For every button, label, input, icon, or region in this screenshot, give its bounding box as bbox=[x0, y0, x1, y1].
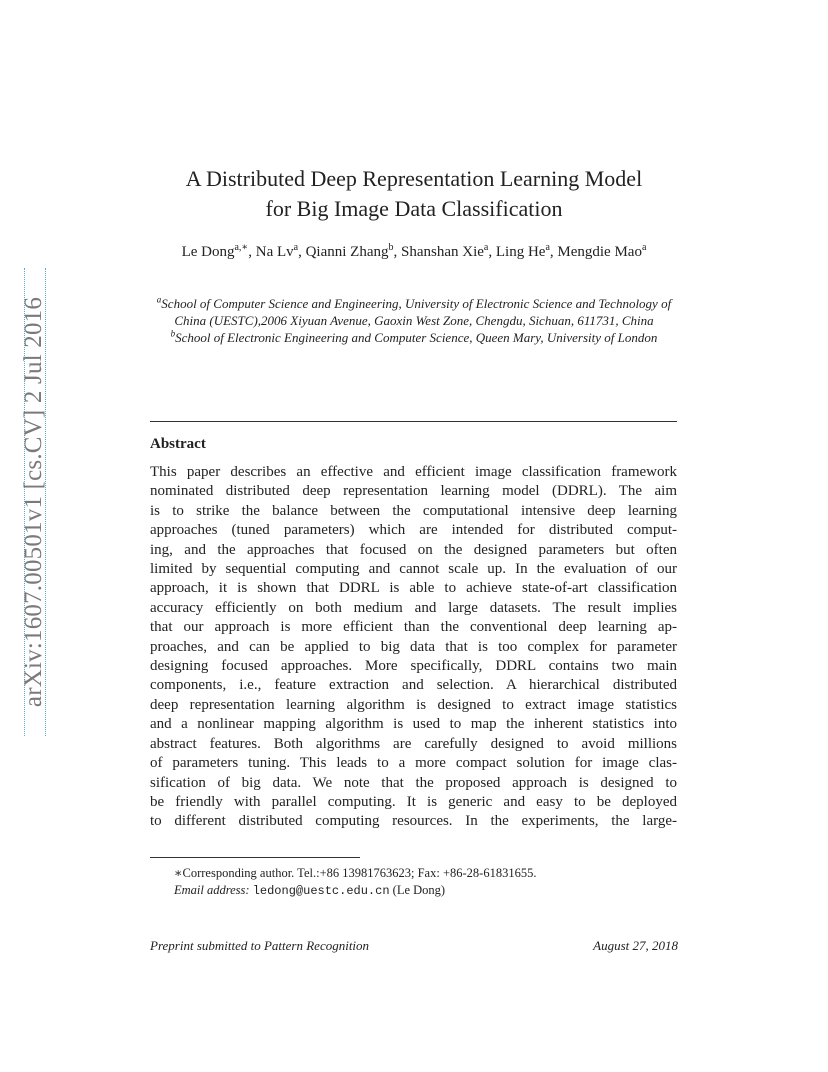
abstract-line: proaches, and can be applied to big data that is too complex for parameter bbox=[150, 638, 677, 655]
author-name: Na Lv bbox=[255, 244, 294, 260]
title-line-2: for Big Image Data Classification bbox=[265, 196, 563, 221]
abstract-line: designing focused approaches. More specifically, DDRL contains two main bbox=[150, 658, 677, 675]
abstract-line: of parameters tuning. This leads to a more compact solution for image clas- bbox=[150, 755, 677, 772]
author-name: Mengdie Mao bbox=[557, 244, 642, 260]
document-date: August 27, 2018 bbox=[593, 938, 678, 953]
abstract-line: be friendly with parallel computing. It is generic and easy to be deployed bbox=[150, 793, 677, 810]
author-name: Shanshan Xie bbox=[401, 244, 484, 260]
author-sup: a bbox=[293, 242, 299, 253]
email-owner: (Le Dong) bbox=[392, 883, 446, 897]
abstract-line: that our approach is more efficient than the conventional deep learning ap- bbox=[150, 619, 677, 636]
affiliation-text: School of Computer Science and Engineering, University of Electronic Science and Technology of China (UESTC),2006 Xiyuan Avenue, Gaoxin West Zone, Chengdu, Sichuan, 611731, China bbox=[161, 296, 672, 328]
author-name: Le Dong bbox=[181, 244, 235, 260]
abstract-line: This paper describes an effective and efficient image classification framework bbox=[150, 464, 677, 480]
affiliation-b bbox=[150, 329, 678, 346]
abstract-line: approach, it is shown that DDRL is able to achieve state-of-art classification bbox=[150, 580, 677, 597]
footnote-divider bbox=[150, 857, 360, 858]
email-line bbox=[150, 882, 677, 900]
author-sup: a,∗ bbox=[234, 242, 249, 253]
abstract-line: approaches (tuned parameters) which are intended for distributed comput- bbox=[150, 522, 677, 539]
abstract-heading: Abstract bbox=[150, 436, 206, 452]
affiliation-sup: b bbox=[170, 328, 176, 339]
abstract-line: nominated distributed deep representation learning model (DDRL). The aim bbox=[150, 483, 677, 500]
abstract-line: limited by sequential computing and cannot scale up. In the evaluation of our bbox=[150, 561, 677, 578]
author-sup: a bbox=[483, 242, 489, 253]
abstract-line: components, i.e., feature extraction and selection. A hierarchical distributed bbox=[150, 677, 677, 694]
email-label: Email address: bbox=[174, 883, 250, 897]
arxiv-stamp bbox=[16, 268, 52, 736]
author-sup: a bbox=[641, 242, 647, 253]
abstract-line: is to strike the balance between the computational intensive deep learning bbox=[150, 502, 677, 519]
author-list: Le Dong$^{a,∗}$, Na Lv$^a$, Qianni Zhang$^b$, Shanshan Xie$^a$, Ling He$^a$, Mengdie Mao$^a$ bbox=[181, 242, 647, 260]
abstract-line: ing, and the approaches that focused on the designed parameters but often bbox=[150, 541, 677, 558]
author-sup: b bbox=[388, 242, 394, 253]
abstract-line: deep representation learning algorithm is designed to extract image statistics bbox=[150, 696, 677, 713]
affiliation-a bbox=[150, 295, 678, 329]
arxiv-id: arXiv:1607.00501v1 [cs.CV] 2 Jul 2016 bbox=[20, 296, 47, 708]
footnote bbox=[150, 865, 677, 900]
title-line-1: A Distributed Deep Representation Learning Model bbox=[185, 166, 643, 191]
abstract-line: accuracy efficiently on both medium and large datasets. The result implies bbox=[150, 599, 677, 616]
abstract-body bbox=[150, 463, 677, 832]
abstract-line: abstract features. Both algorithms are carefully designed to avoid millions bbox=[150, 735, 677, 752]
abstract-line: sification of big data. We note that the proposed approach is designed to bbox=[150, 774, 677, 791]
divider bbox=[150, 421, 677, 422]
author-name: Ling He bbox=[495, 244, 546, 260]
email-address[interactable]: ledong@uestc.edu.cn bbox=[252, 884, 390, 898]
corresponding-author-note: ∗Corresponding author. Tel.:+86 13981763623; Fax: +86-28-61831655. bbox=[174, 866, 537, 880]
affiliation-sup: a bbox=[156, 294, 162, 305]
affiliations bbox=[150, 295, 678, 346]
submission-note: Preprint submitted to Pattern Recognition bbox=[150, 938, 370, 953]
abstract-line: to different distributed computing resources. In the experiments, the large- bbox=[150, 813, 677, 830]
author-sup: a bbox=[545, 242, 550, 253]
affiliation-text: School of Electronic Engineering and Computer Science, Queen Mary, University of London bbox=[175, 330, 658, 345]
abstract-line: and a nonlinear mapping algorithm is used to map the inherent statistics into bbox=[150, 716, 677, 733]
author-name: Qianni Zhang bbox=[305, 244, 389, 260]
paper-title bbox=[150, 164, 678, 224]
